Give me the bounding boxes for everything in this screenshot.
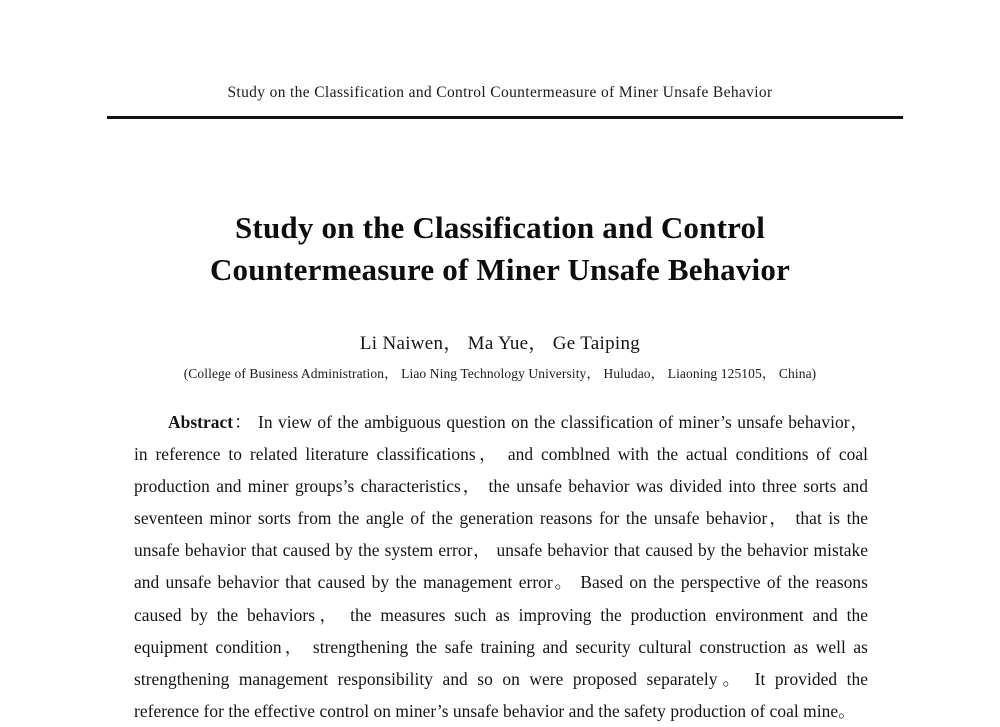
author-list: Li Naiwen， Ma Yue， Ge Taiping (359, 333, 641, 354)
abstract-body: In view of the ambiguous question on the classification of miner’s unsafe behavior， in reference to related literature classifications， and comblned with the actual conditions of coal production and miner groups’s characteristics， the unsafe behavior was divided into three sorts and seventeen minor sorts from the angle of the generation reasons for the unsafe behavior， that is the unsafe behavior that caused by the system error， unsafe behavior that caused by the behavior mistake and unsafe behavior that caused by the management error。 Based on the perspective of the reasons caused by the behaviors， the measures such as improving the production environment and the equipment condition， strengthening the safe training and security cultural construction as well as strengthening management responsibility and so on were proposed separately。 It provided the reference for the effective control on miner’s unsafe behavior and the safety production of coal mine。 (134, 412, 868, 721)
article-title-line-2: Countermeasure of Miner Unsafe Behavior (209, 252, 791, 287)
abstract-separator: ： (233, 412, 253, 432)
author-affiliation: (College of Business Administration， Liao Ning Technology University， Huludao， Liaoning 125105， China) (183, 366, 817, 381)
article-title (120, 207, 880, 291)
abstract-section (134, 406, 868, 727)
article-title-line-1: Study on the Classification and Control (234, 210, 766, 245)
abstract-label: Abstract (168, 412, 234, 432)
header-rule (107, 116, 903, 119)
running-head: Study on the Classification and Control Countermeasure of Miner Unsafe Behavior (227, 84, 773, 101)
